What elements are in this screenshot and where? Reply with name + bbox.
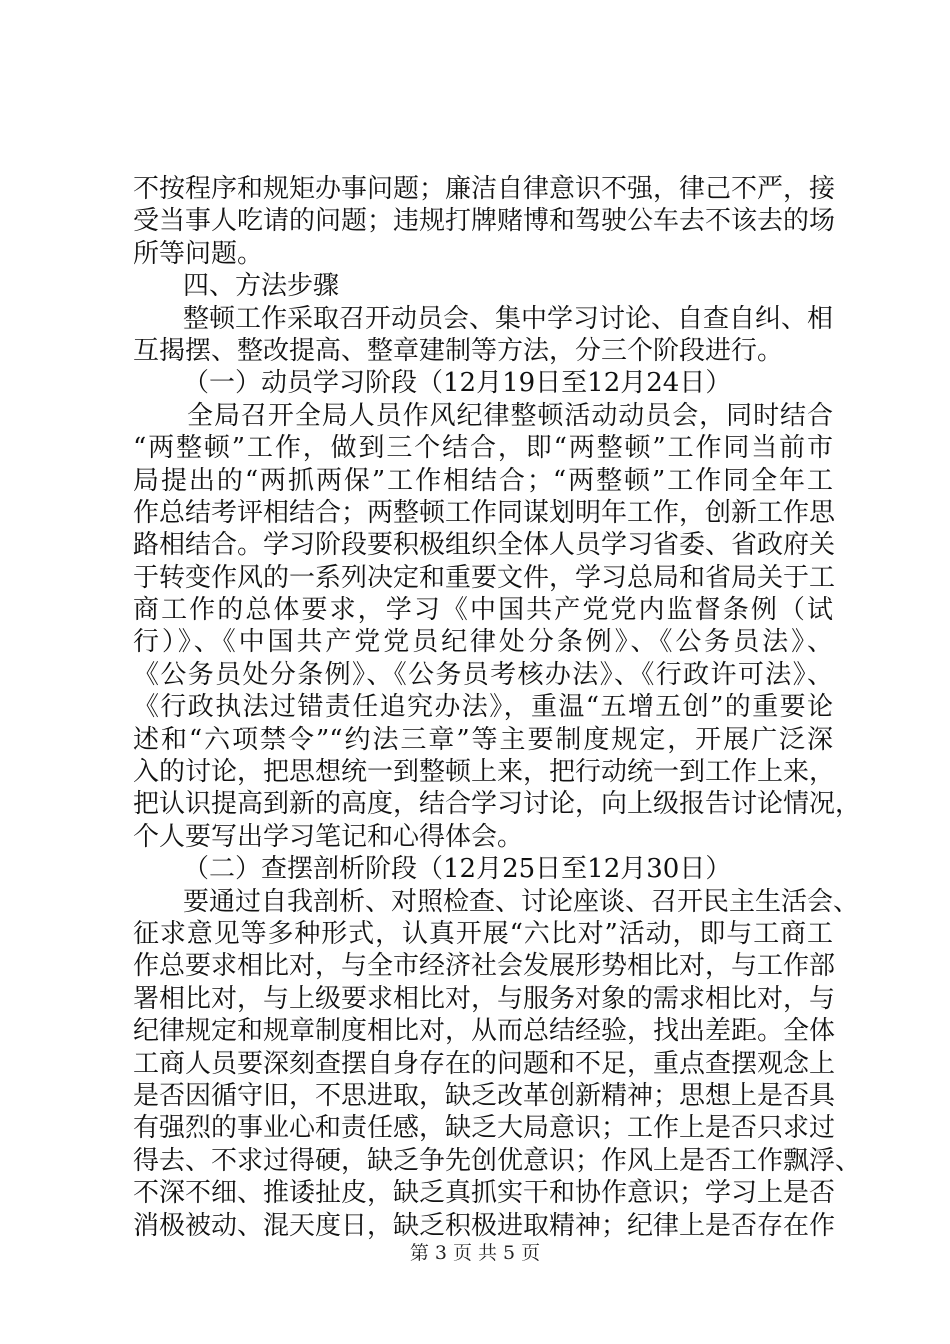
text-line: 入的讨论，把思想统一到整顿上来，把行动统一到工作上来，	[133, 757, 836, 788]
text-line: 不深不细、推诿扯皮，缺乏真抓实干和协作意识；学习上是否	[133, 1178, 836, 1209]
document-body	[133, 173, 862, 1242]
text-line: 消极被动、混天度日，缺乏积极进取精神；纪律上是否存在作	[133, 1210, 836, 1241]
page-footer: 第 3 页 共 5 页	[409, 1242, 541, 1264]
text-line: （一）动员学习阶段（12月19日至12月24日）	[183, 368, 732, 399]
text-line: 纪律规定和规章制度相比对，从而总结经验，找出差距。全体	[133, 1016, 836, 1047]
text-line: 受当事人吃请的问题；违规打牌赌博和驾驶公车去不该去的场	[133, 206, 836, 237]
text-line: 行）》、《中国共产党党员纪律处分条例》、《公务员法》、	[133, 627, 833, 658]
text-line: 整顿工作采取召开动员会、集中学习讨论、自查自纠、相	[183, 303, 834, 334]
text-line: 征求意见等多种形式，认真开展“六比对”活动，即与工商工	[133, 918, 833, 949]
text-line: 四、方法步骤	[183, 271, 340, 302]
text-line: 商工作的总体要求，学习《中国共产党党内监督条例（试	[133, 595, 833, 626]
text-line: 述和“六项禁令”“约法三章”等主要制度规定，开展广泛深	[133, 724, 833, 755]
text-line: 不按程序和规矩办事问题；廉洁自律意识不强，律己不严，接	[133, 174, 836, 204]
text-line: 署相比对，与上级要求相比对，与服务对象的需求相比对，与	[133, 983, 836, 1014]
text-line: （二）查摆剖析阶段（12月25日至12月30日）	[183, 854, 732, 885]
text-line: 所等问题。	[133, 238, 264, 269]
text-line: 路相结合。学习阶段要积极组织全体人员学习省委、省政府关	[133, 530, 836, 561]
text-line: 互揭摆、整改提高、整章建制等方法，分三个阶段进行。	[133, 335, 784, 366]
text-line: 要通过自我剖析、对照检查、讨论座谈、召开民主生活会、	[183, 886, 860, 917]
text-line: 工商人员要深刻查摆自身存在的问题和不足，重点查摆观念上	[133, 1048, 836, 1079]
text-line: 《行政执法过错责任追究办法》，重温“五增五创”的重要论	[133, 692, 833, 723]
text-line: 把认识提高到新的高度，结合学习讨论，向上级报告讨论情况，	[133, 789, 862, 820]
text-line: 于转变作风的一系列决定和重要文件，学习总局和省局关于工	[133, 562, 836, 593]
text-line: 局提出的“两抓两保”工作相结合；“两整顿”工作同全年工	[133, 465, 833, 496]
text-line: 全局召开全局人员作风纪律整顿活动动员会，同时结合	[187, 400, 833, 431]
text-line: 作总结考评相结合；两整顿工作同谋划明年工作，创新工作思	[133, 497, 836, 528]
text-line: 作总要求相比对，与全市经济社会发展形势相比对，与工作部	[133, 951, 836, 982]
text-line: 有强烈的事业心和责任感，缺乏大局意识；工作上是否只求过	[133, 1113, 836, 1144]
text-line: 是否因循守旧，不思进取，缺乏改革创新精神；思想上是否具	[133, 1080, 836, 1111]
text-line: “两整顿”工作，做到三个结合，即“两整顿”工作同当前市	[133, 433, 833, 464]
text-line: 得去、不求过得硬，缺乏争先创优意识；作风上是否工作飘浮、	[133, 1145, 862, 1176]
text-line: 个人要写出学习笔记和心得体会。	[133, 821, 524, 852]
text-line: 《公务员处分条例》、《公务员考核办法》、《行政许可法》、	[133, 659, 833, 690]
